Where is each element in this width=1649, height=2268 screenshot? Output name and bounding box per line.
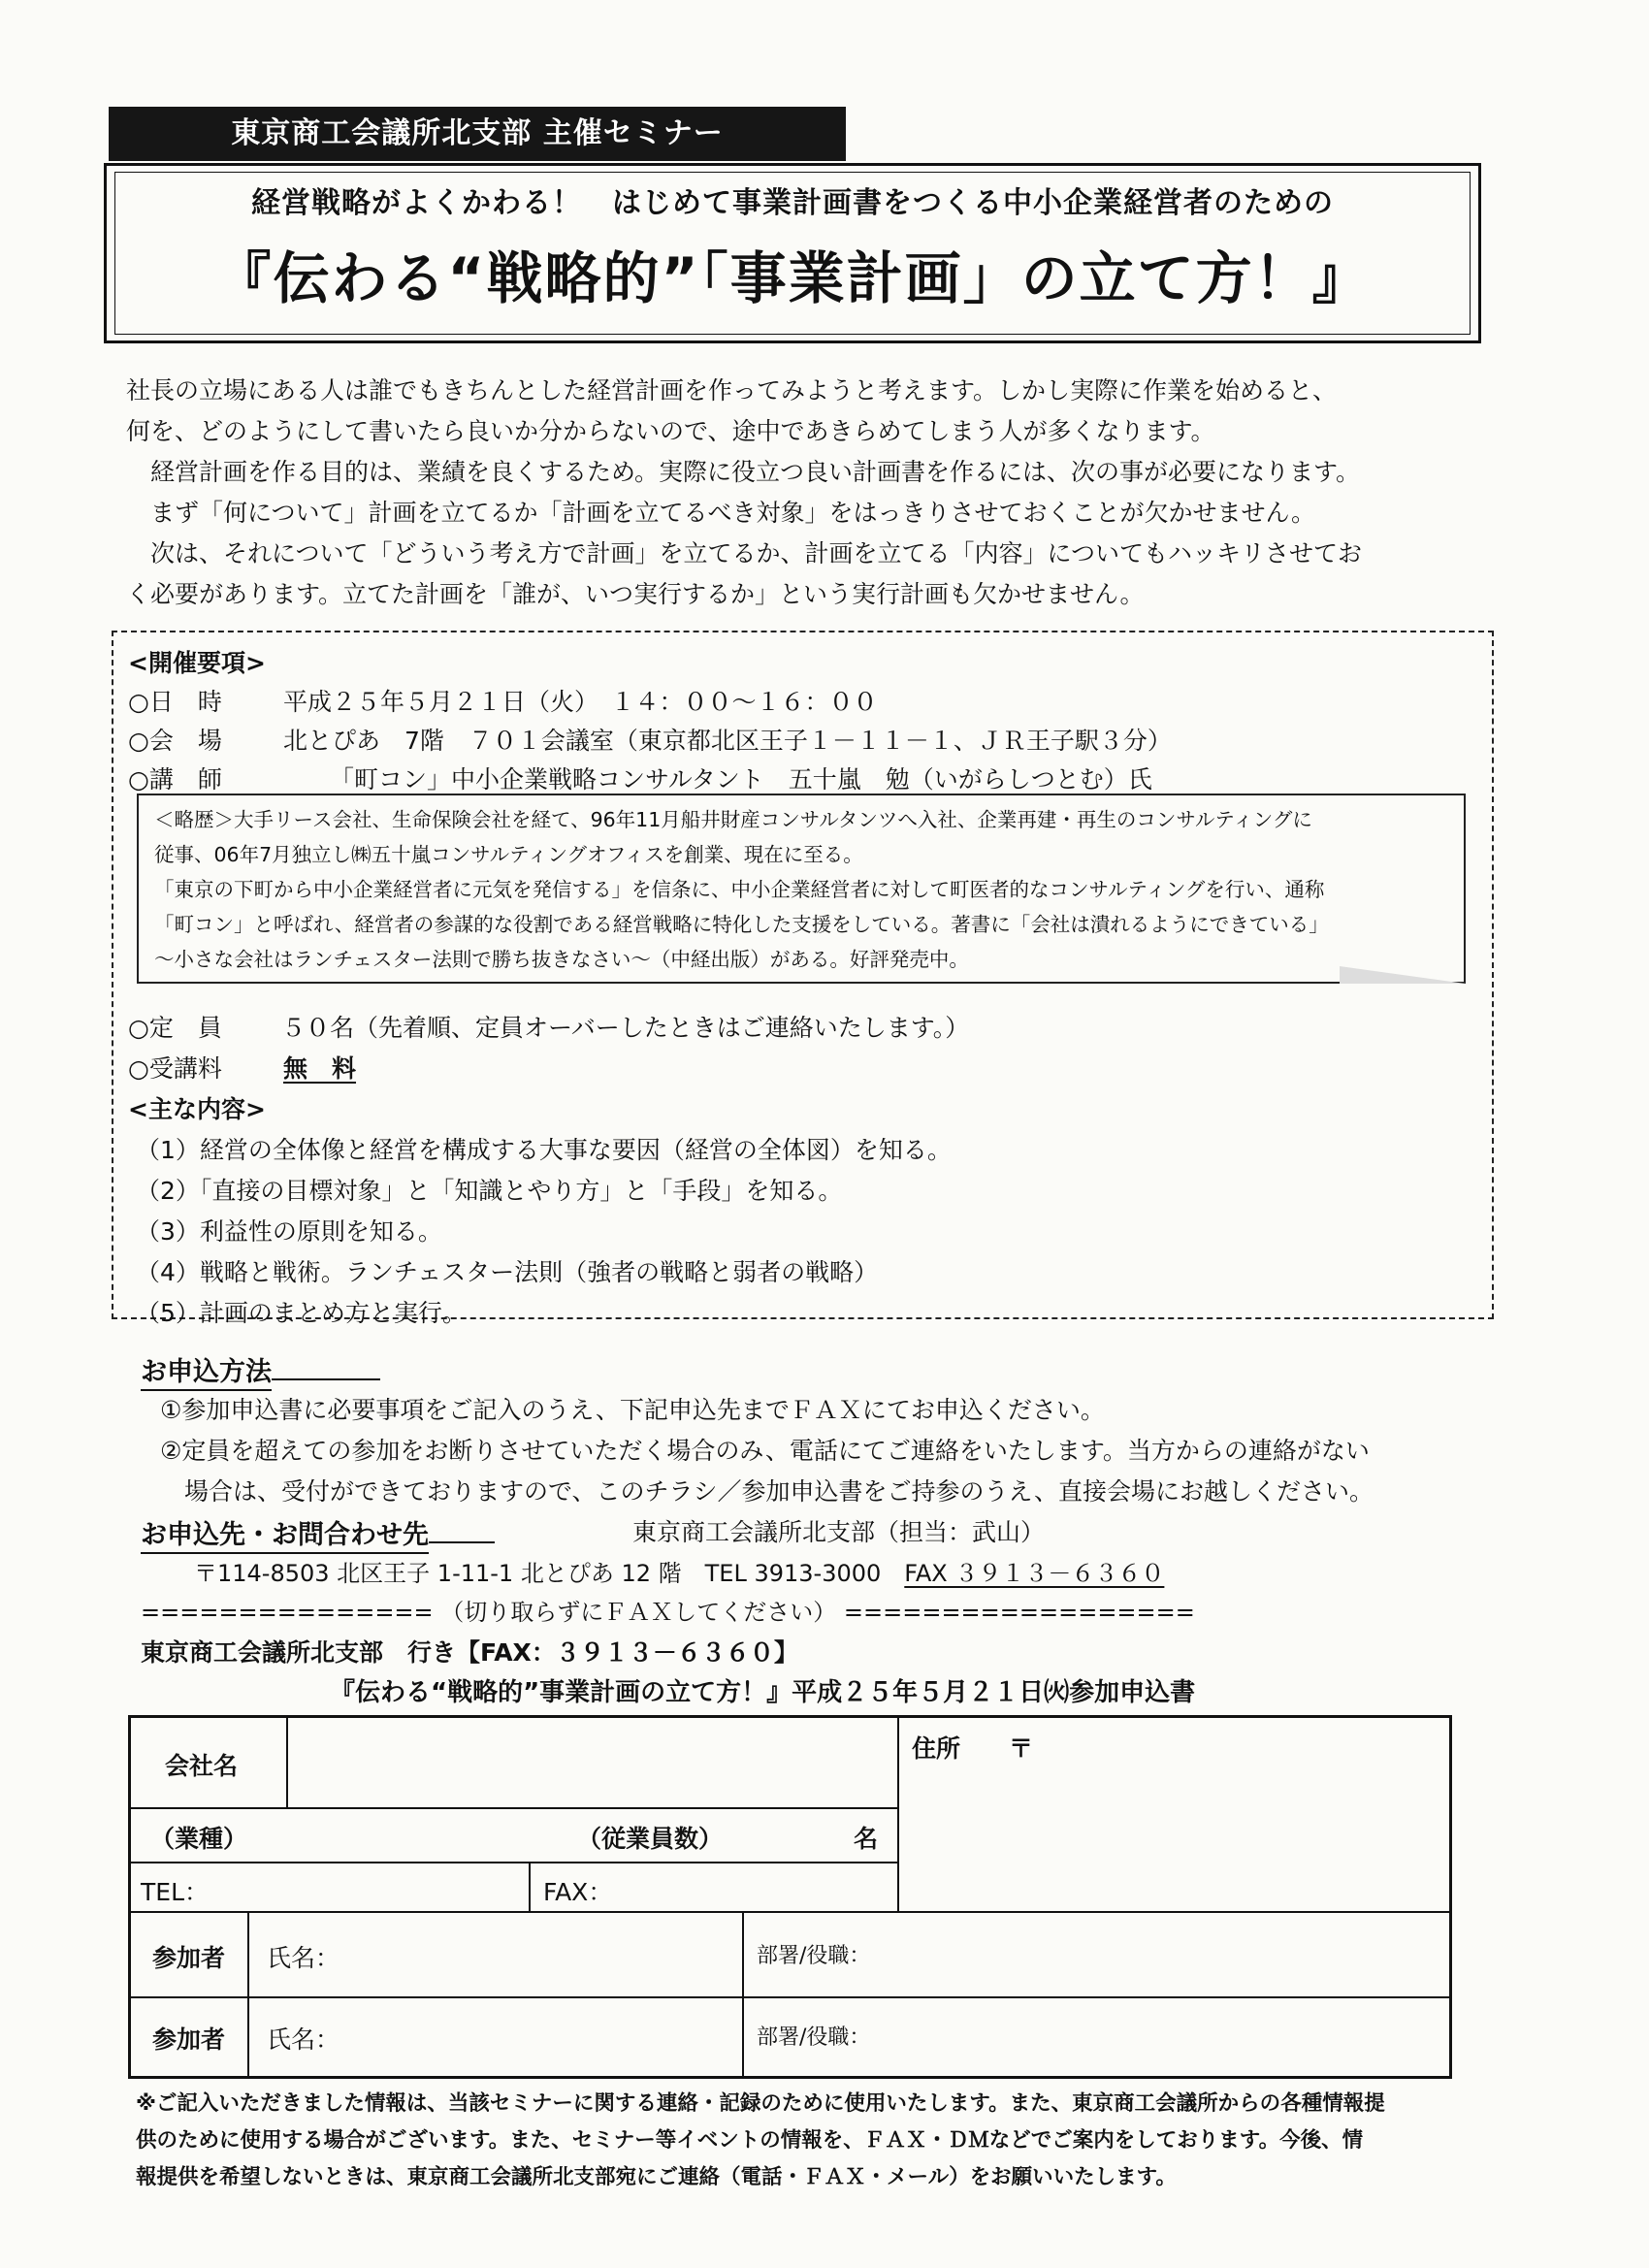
participant-1-dept-field[interactable] <box>744 1913 1450 1995</box>
tel-field[interactable] <box>133 1863 527 1910</box>
event-venue <box>128 722 1172 757</box>
event-fee <box>128 1050 356 1085</box>
participant-name-label: 氏名： <box>267 1944 340 1972</box>
contact-heading-text: お申込先・お問合わせ先 <box>141 1520 429 1554</box>
intro-line: 経営計画を作る目的は、業績を良くするため。実際に役立つ良い計画書を作るには、次の事が必要になります。 <box>126 458 1361 486</box>
participant-1-name-field[interactable] <box>249 1913 740 1995</box>
application-form <box>128 1715 1452 2079</box>
fee-value: 無 料 <box>283 1054 357 1083</box>
lecturer-profile <box>137 794 1466 984</box>
page-title: 『伝わる“戦略的”「事業計画」の立て方！』 <box>214 245 1371 311</box>
apply-heading-text: お申込方法 <box>141 1357 272 1391</box>
privacy-note <box>136 2086 1494 2196</box>
venue-label: ○会 場 <box>128 727 222 755</box>
profile-line: ＜略歴＞大手リース会社、生命保険会社を経て、96年11月船井財産コンサルタンツへ入社、企業再建・再生のコンサルティングに <box>154 808 1312 831</box>
employees-unit: 名 <box>854 1825 879 1853</box>
note-line: ※ご記入いただきました情報は、当該セミナーに関する連絡・記録のために使用いたします。また、東京商工会議所からの各種情報提 <box>136 2091 1385 2116</box>
contents-item: （5）計画のまとめ方と実行。 <box>136 1299 467 1327</box>
lecturer-label: ○講 師 <box>128 765 222 794</box>
form-title: 『伝わる“戦略的”事業計画の立て方！』平成２５年５月２１日㈫参加申込書 <box>330 1678 1196 1707</box>
address-label: 住所 〒 <box>912 1734 1034 1763</box>
organizer-banner: 東京商工会議所北支部 主催セミナー <box>109 107 846 161</box>
apply-step: 場合は、受付ができておりますので、このチラシ／参加申込書をご持参のうえ、直接会場にお越しください。 <box>160 1477 1374 1506</box>
apply-step: ②定員を超えての参加をお断りさせていただく場合のみ、電話にてご連絡をいたします。当方からの連絡がない <box>160 1437 1370 1465</box>
intro-line: まず「何について」計画を立てるか「計画を立てるべき対象」をはっきりさせておくことが欠かせません。 <box>126 499 1316 527</box>
intro-text <box>126 371 1484 615</box>
intro-line: 社長の立場にある人は誰でもきちんとした経営計画を作ってみようと考えます。しかし実際に作業を始めると、 <box>126 376 1338 405</box>
profile-line: 「町コン」と呼ばれ、経営者の参謀的な役割である経営戦略に特化した支援をしている。著書に「会社は潰れるようにできている」 <box>154 913 1329 936</box>
participant-label: 参加者 <box>152 2025 226 2054</box>
employees-label: （従業員数） <box>577 1825 724 1853</box>
intro-line: く必要があります。立てた計画を「誰が、いつ実行するか」という実行計画も欠かせません。 <box>126 580 1145 608</box>
contact-heading <box>141 1513 495 1551</box>
cut-line: =============== （切り取らずにＦＡＸしてください） ================== <box>141 1599 1195 1626</box>
participant-label: 参加者 <box>152 1944 226 1972</box>
contents-item: （3）利益性の原則を知る。 <box>136 1217 442 1246</box>
intro-line: 何を、どのようにして書いたら良いか分からないので、途中であきらめてしまう人が多くなります。 <box>126 417 1215 445</box>
lecturer-value: 「町コン」中小企業戦略コンサルタント 五十嵐 勉（いがらしつとむ）氏 <box>330 765 1152 794</box>
event-date <box>128 683 878 718</box>
contact-fax: FAX ３９１３－６３６０ <box>904 1560 1165 1587</box>
title-subtitle: 経営戦略がよくかわる！ はじめて事業計画書をつくる中小企業経営者のための <box>251 186 1334 220</box>
contents-item: （4）戦略と戦術。ランチェスター法則（強者の戦略と弱者の戦略） <box>136 1258 879 1286</box>
company-label: 会社名 <box>165 1752 239 1780</box>
participant-2-name-field[interactable] <box>249 1998 740 2078</box>
date-label: ○日 時 <box>128 688 222 716</box>
company-field[interactable] <box>288 1720 895 1805</box>
fax-label: FAX： <box>543 1878 613 1906</box>
note-line: 供のために使用する場合がございます。また、セミナー等イベントの情報を、ＦＡＸ・ＤＭなどでご案内をしております。今後、情 <box>136 2128 1364 2153</box>
intro-line: 次は、それについて「どういう考え方で計画」を立てるか、計画を立てる「内容」についてもハッキリさせてお <box>126 539 1363 567</box>
tel-label: TEL： <box>141 1878 209 1906</box>
apply-step: ①参加申込書に必要事項をご記入のうえ、下記申込先までＦＡＸにてお申込ください。 <box>160 1396 1105 1424</box>
participant-name-label: 氏名： <box>267 2025 340 2054</box>
event-capacity <box>128 1009 969 1044</box>
contact-address <box>194 1554 1164 1588</box>
contact-address-text: 〒114-8503 北区王子 1-11-1 北とぴあ 12 階 TEL 3913-3000 <box>194 1560 882 1587</box>
participant-2-dept-field[interactable] <box>744 1998 1450 2078</box>
profile-line: 「東京の下町から中小企業経営者に元気を発信する」を信条に、中小企業経営者に対して町医者的なコンサルティングを行い、通称 <box>154 878 1325 901</box>
page-curl-decoration <box>1340 966 1466 984</box>
address-field[interactable] <box>899 1766 1450 1910</box>
contents-heading: <主な内容> <box>128 1095 266 1123</box>
fax-destination: 東京商工会議所北支部 行き【FAX：３９１３－６３６０】 <box>141 1638 798 1667</box>
apply-heading <box>141 1350 380 1388</box>
fax-field[interactable] <box>531 1863 895 1910</box>
industry-employees-field[interactable] <box>133 1809 895 1860</box>
participant-dept-label: 部署/役職： <box>757 2025 871 2050</box>
date-value: 平成２５年５月２１日（火） １４：００～１６：００ <box>283 688 878 716</box>
note-line: 報提供を希望しないときは、東京商工会議所北支部宛にご連絡（電話・ＦＡＸ・メール）をお願いいたします。 <box>136 2165 1177 2189</box>
industry-label: （業種） <box>150 1825 248 1853</box>
participant-dept-label: 部署/役職： <box>757 1944 871 1968</box>
profile-line: ～小さな会社はランチェスター法則で勝ち抜きなさい～（中経出版）がある。好評発売中。 <box>154 948 969 971</box>
event-lecturer <box>128 761 1152 795</box>
fee-label: ○受講料 <box>128 1054 222 1083</box>
title-box <box>104 163 1481 343</box>
contact-org: 東京商工会議所北支部（担当：武山） <box>632 1518 1046 1546</box>
contents-item: （2）「直接の目標対象」と「知識とやり方」と「手段」を知る。 <box>136 1177 843 1205</box>
venue-value: 北とぴあ 7階 ７０１会議室（東京都北区王子１－１１－１、ＪＲ王子駅３分） <box>283 727 1172 755</box>
event-heading: <開催要項> <box>128 649 266 677</box>
capacity-label: ○定 員 <box>128 1014 222 1042</box>
contents-item: （1）経営の全体像と経営を構成する大事な要因（経営の全体図）を知る。 <box>136 1136 952 1164</box>
capacity-value: ５０名（先着順、定員オーバーしたときはご連絡いたします。） <box>281 1014 970 1042</box>
profile-line: 従事、06年7月独立し㈱五十嵐コンサルティングオフィスを創業、現在に至る。 <box>154 843 863 866</box>
